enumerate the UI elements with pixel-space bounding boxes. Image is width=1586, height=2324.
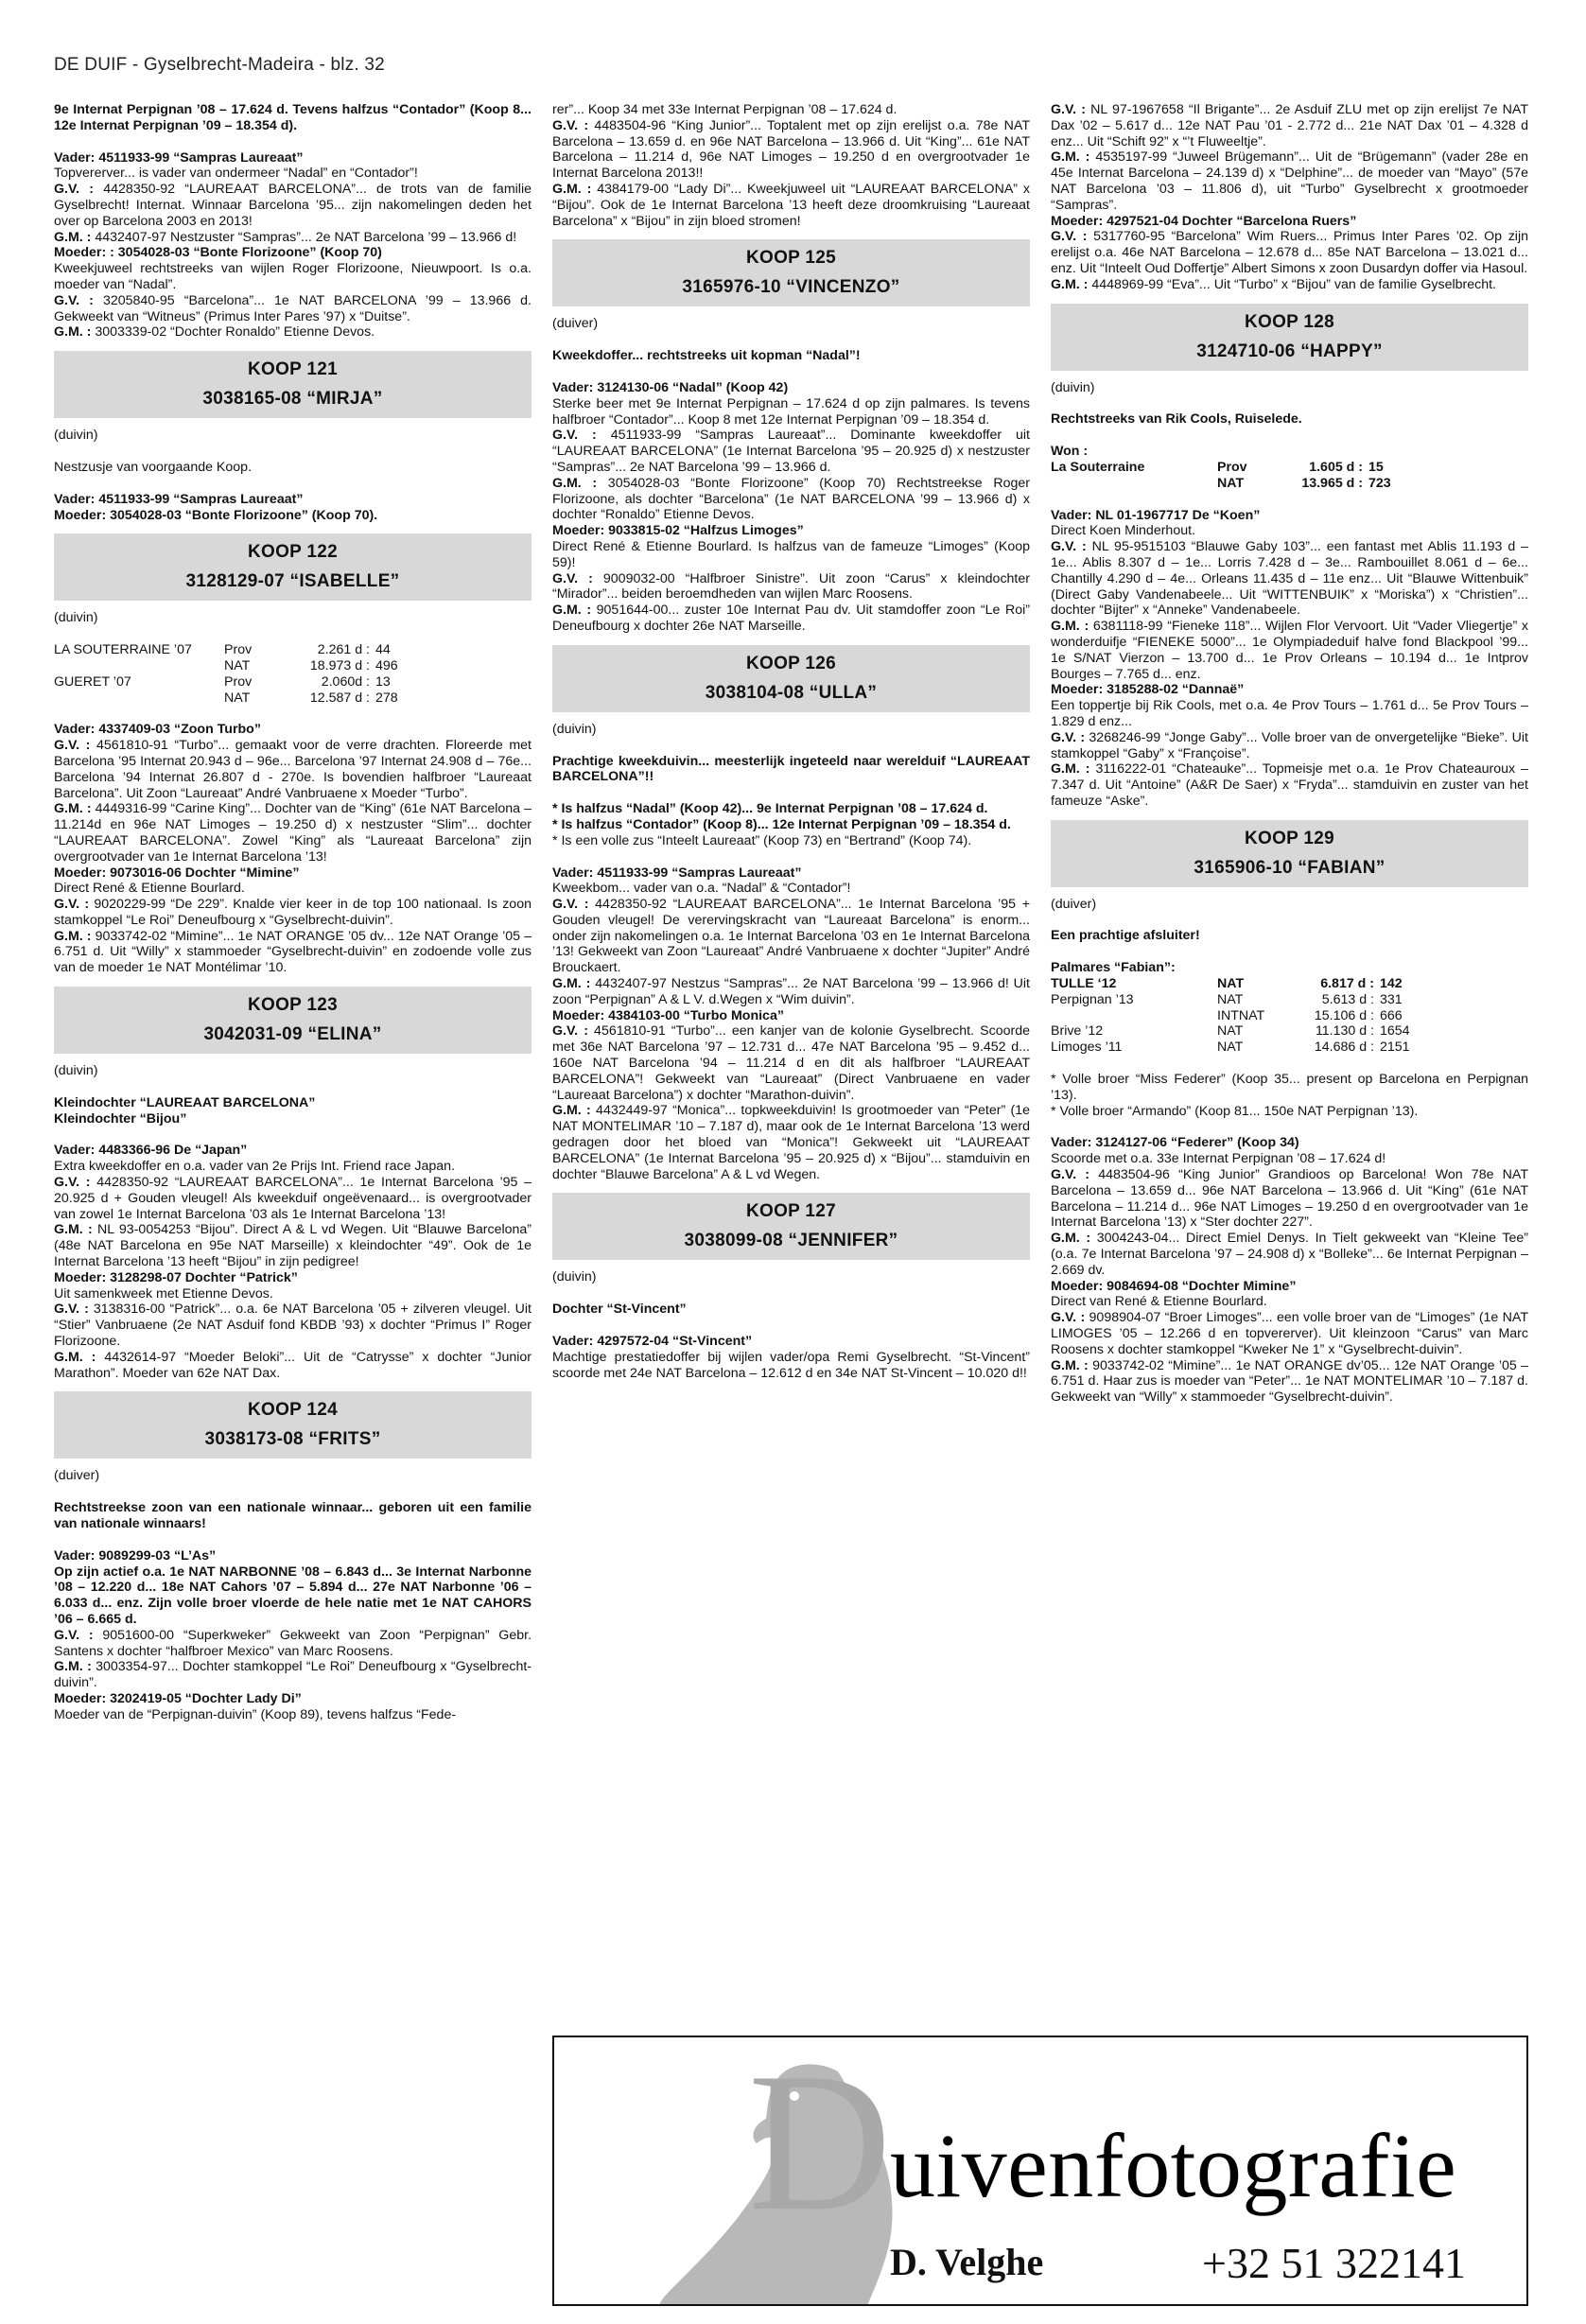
results-table	[1051, 976, 1410, 1056]
sex-label: (duivin)	[552, 721, 597, 737]
mother-text: Direct René & Etienne Bourlard.	[54, 881, 245, 897]
sibling-note: * Volle broer “Miss Federer” (Koop 35... present op Barcelona en Perpignan ’13).	[1051, 1072, 1528, 1103]
results-row: Brive ’12 NAT 11.130 d : 1654	[1051, 1023, 1410, 1040]
mother-text: Uit samenkweek met Etienne Devos.	[54, 1285, 273, 1302]
father-heading: Vader: 9089299-03 “L’As”	[54, 1547, 217, 1564]
koop-122-banner: KOOP 122 3128129-07 “ISABELLE”	[54, 533, 532, 601]
mother-heading: Moeder: 9033815-02 “Halfzus Limoges”	[552, 523, 804, 539]
father-heading: Vader: 3124130-06 “Nadal” (Koop 42)	[552, 379, 789, 395]
grandmother-line: G.M. : 4432407-97 Nestzus “Sampras”... 2e NAT Barcelona ’99 – 13.966 d! Uit zoon “Perpignan” A & L V. d.Wegen x “Wim duivin”.	[552, 976, 1030, 1007]
grandmother-line: G.M. : 4432407-97 Nestzuster “Sampras”... 2e NAT Barcelona ’99 – 13.966 d!	[54, 229, 517, 245]
father-palmares: Op zijn actief o.a. 1e NAT NARBONNE ’08 – 6.843 d... 3e Internat Narbonne ’08 – 12.220 d... 18e NAT Cahors ’07 – 5.894 d... 27e NAT Narbonne ’06 – 6.033 d... enz. Zijn volle broer vloerde de hele natie met 1e NAT CAHORS ’06 – 6.665 d.	[54, 1564, 532, 1627]
sex-label: (duivin)	[1051, 379, 1095, 395]
grandmother-line: G.M. : 4535197-99 “Juweel Brügemann”... Uit de “Brügemann” (vader 28e en 45e Internat Barcelona – 24.139 d) x “Delphine”... de moeder van “Mayo” (57e NAT Barcelona ’03 – 11.806 d), uit “Turbo” Gyselbrecht x grootmoeder “Sampras”.	[1051, 149, 1528, 213]
lot-tagline: Dochter “St-Vincent”	[552, 1302, 687, 1318]
grandmother-line: G.M. : 9033742-02 “Mimine”... 1e NAT ORANGE dv’05... 12e NAT Orange ’05 – 6.751 d. Haar zus is moeder van “Peter”... 1e NAT MONTELIMAR ’10 – 7.187 d. Gekweekt van “Willy” x stammoeder “Gyselbrecht-duivin”.	[1051, 1357, 1528, 1406]
grandmother-line: G.M. : NL 93-0054253 “Bijou”. Direct A & L vd Wegen. Uit “Blauwe Barcelona” (48e NAT Barcelona en 95e NAT Marseille) x kleindochter “49”. Ook de 1e Internat Barcelona ’13 heeft “Bijou” in zijn pedigree!	[54, 1222, 532, 1270]
grandfather-line: G.V. : NL 97-1967658 “Il Brigante”... 2e Asduif ZLU met op zijn erelijst 7e NAT Dax ’02 – 5.617 d... 12e NAT Pau ’01 - 2.772 d... 21e NAT Dax ’01 – 4.328 d enz... Uit “Schift 92” x “’t Fluweeltje”.	[1051, 102, 1528, 149]
results-row: NAT 12.587 d : 278	[224, 690, 398, 706]
mother-heading: Moeder: 4384103-00 “Turbo Monica”	[552, 1007, 784, 1023]
sibling-note: * Is halfzus “Nadal” (Koop 42)... 9e Internat Perpignan ’08 – 17.624 d.	[552, 801, 988, 817]
koop-127-banner: KOOP 127 3038099-08 “JENNIFER”	[552, 1193, 1030, 1260]
d-initial: D	[748, 2036, 892, 2252]
lot-tagline: Kleindochter “LAUREAAT BARCELONA”	[54, 1094, 316, 1110]
results-row: GUERET ’07 Prov 2.060d : 13	[54, 673, 391, 690]
results-table	[54, 642, 398, 706]
grandfather-line: G.V. : 4483504-96 “King Junior”... Toptalent met op zijn erelijst o.a. 78e NAT Barcelona – 13.659 d. en 96e NAT Barcelona – 13.966 d. Uit “King”... 61e NAT Barcelona – 11.214 d, 96e NAT Limoges – 19.250 d en overgrootvader 1e Internat Barcelona 2013!!	[552, 117, 1030, 182]
results-row: Limoges ’11 NAT 14.686 d : 2151	[1051, 1040, 1410, 1056]
sex-label: (duivin)	[54, 1063, 98, 1079]
grandmother-line: G.M. : 4384179-00 “Lady Di”... Kweekjuweel uit “LAUREAAT BARCELONA” x “Bijou”. Ook de 1e Internat Barcelona ’13 heeft deze droomkruising “Laureaat Barcelona” x “Bijou” in zijn bloed stromen!	[552, 181, 1030, 229]
sex-label: (duivin)	[54, 428, 98, 444]
grandmother-line: G.M. : 3004243-04... Direct Emiel Denys. In Tielt gekweekt van “Kleine Tee” (o.a. 7e Internat Barcelona ’97 – 24.908 d) x “Bolleke”... 6e Internat Perpignan – 2.669 dv.	[1051, 1231, 1529, 1278]
grandfather-line: G.V. : 9051600-00 “Superkweker” Gekweekt van Zoon “Perpignan” Gebr. Santens x dochter “halfbroer Mexico” van Marc Roosens.	[54, 1627, 532, 1659]
sibling-note: * Is halfzus “Contador” (Koop 8)... 12e Internat Perpignan ’09 – 18.354 d.	[552, 816, 1011, 832]
results-row: La Souterraine Prov 1.605 d : 15	[1051, 459, 1384, 475]
koop-125-banner: KOOP 125 3165976-10 “VINCENZO”	[552, 239, 1030, 306]
sibling-note: * Volle broer “Armando” (Koop 81... 150e NAT Perpignan ’13).	[1051, 1103, 1419, 1119]
results-row: TULLE ‘12 NAT 6.817 d : 142	[1051, 976, 1403, 992]
grandmother-line: G.M. : 4449316-99 “Carine King”... Dochter van de “King” (61e NAT Barcelona – 11.214d en 96e NAT Limoges – 19.250 d) x nestzuster “Slim”... dochter “LAUREAAT BARCELONA”. Zowel “King” als “Laureaat Barcelona” zijn overgrootvader van 1e Internat Barcelona ’13!	[54, 801, 532, 865]
grandmother-line: G.M. : 6381118-99 “Fieneke 118”... Wijlen Flor Vervoort. Uit “Vader Vliegertje” x wonderduifje “FIENEKE 5000”... 1e Olympiadeduif halve fond Blackpool ’99... 1e S/NAT Vierzon – 13.700 d... 1e Prov Orleans – 10.194 d... 1e Intprov Bourges – 7.765 d... enz.	[1051, 619, 1529, 682]
grandfather-line: G.V. : 9009032-00 “Halfbroer Sinistre”. Uit zoon “Carus” x kleindochter “Mirador”... beiden beroemdheden van wijlen Marc Roosens.	[552, 570, 1030, 603]
mother-text: Direct René & Etienne Bourlard. Is halfzus van de fameuze “Limoges” (Koop 59)!	[552, 538, 1030, 570]
koop-124-banner: KOOP 124 3038173-08 “FRITS”	[54, 1391, 532, 1459]
grandfather-line: G.V. : 9020229-99 “De 229”. Knalde vier keer in de top 100 nationaal. Is zoon stamkoppel “Le Roi” Deneufbourg x “Gyselbrecht-duivin”.	[54, 897, 532, 928]
mother-heading: Moeder: 4297521-04 Dochter “Barcelona Ruers”	[1051, 213, 1357, 229]
results-row: INTNAT 15.106 d : 666	[1217, 1007, 1403, 1023]
sex-label: (duiver)	[54, 1468, 100, 1484]
palmares-heading: Palmares “Fabian”:	[1051, 960, 1176, 976]
grandmother-line: G.M. : 4448969-99 “Eva”... Uit “Turbo” x “Bijou” van de familie Gyselbrecht.	[1051, 276, 1496, 292]
continued-text: rer”... Koop 34 met 33e Internat Perpignan ’08 – 17.624 d.	[552, 102, 898, 117]
sex-label: (duivin)	[54, 610, 98, 626]
ad-name: D. Velghe	[890, 2241, 1044, 2283]
grandfather-line: G.V. : 4483504-96 “King Junior” Grandioos op Barcelona! Won 78e NAT Barcelona – 13.659 d... 96e NAT Barcelona – 13.966 d. Uit “King” (61e NAT Barcelona – 11.214 d... 96e NAT Limoges – 19.250 d en overgrootvader van 1e Internat Barcelona ’13) x “Ster dochter 227”.	[1051, 1167, 1528, 1231]
koop-126-banner: KOOP 126 3038104-08 “ULLA”	[552, 645, 1030, 712]
father-heading: Vader: 4337409-03 “Zoon Turbo”	[54, 722, 261, 738]
grandmother-line: G.M. : 4432449-97 “Monica”... topkweekduivin! Is grootmoeder van “Peter” (1e NAT MONTELIMAR ’10 – 7.187 d), maar ook de 1e Internat Barcelona ’13 werd gedragen door het bloed van “Monica”! Gekweekt uit “LAUREAAT BARCELONA” (1e Internat Barcelona ’95 – 20.925 d) x “Bijou”... stamduivin en dochter “Blauwe Barcelona” A & L vd Wegen.	[552, 1103, 1031, 1182]
column-3	[1051, 102, 1528, 1406]
intro-text: 9e Internat Perpignan ’08 – 17.624 d. Tevens halfzus “Contador” (Koop 8... 12e Internat Perpignan ’09 – 18.354 d).	[54, 102, 532, 133]
column-1	[54, 102, 532, 1723]
grandfather-line: G.V. : 4428350-92 “LAUREAAT BARCELONA”... de trots van de familie Gyselbrecht! Internat. Winnaar Barcelona ’95... zijn nakomelingen deden het over op Barcelona 2003 en 2013!	[54, 182, 532, 229]
ad-phone: +32 51 322141	[1202, 2239, 1466, 2287]
koop-123-banner: KOOP 123 3042031-09 “ELINA”	[54, 987, 532, 1054]
grandfather-line: G.V. : 3138316-00 “Patrick”... o.a. 6e NAT Barcelona ’05 + zilveren vleugel. Uit “Stier” Vanbruaene (2e NAT Asduif fond KBDB ’93) x dochter “Primus I” Roger Florizoone.	[54, 1302, 532, 1350]
ad-title: uivenfotografie	[890, 2115, 1457, 2216]
father-text: Machtige prestatiedoffer bij wijlen vader/opa Remi Gyselbrecht. “St-Vincent” scoorde met 24e NAT Barcelona – 12.612 d en 34e NAT St-Vincent – 10.020 d!!	[552, 1349, 1030, 1381]
grandmother-line: G.M. : 9051644-00... zuster 10e Internat Pau dv. Uit stamdoffer zoon “Le Roi” Deneufbourg x dochter 26e NAT Marseille.	[552, 603, 1030, 634]
mother-heading: Moeder: 3054028-03 “Bonte Florizoone” (Koop 70).	[54, 507, 378, 523]
father-text: Extra kweekdoffer en o.a. vader van 2e Prijs Int. Friend race Japan.	[54, 1159, 456, 1175]
lot-tagline: Rechtstreeks van Rik Cools, Ruiselede.	[1051, 411, 1302, 428]
results-row: NAT 18.973 d : 496	[224, 657, 398, 673]
father-heading: Vader: NL 01-1967717 De “Koen”	[1051, 507, 1261, 523]
grandmother-line: G.M. : 3003339-02 “Dochter Ronaldo” Etienne Devos.	[54, 324, 375, 341]
grandfather-line: G.V. : 4561810-91 “Turbo”... gemaakt voor de verre drachten. Floreerde met Barcelona ’95 Internat 20.943 d – 96e... Barcelona ’97 Internat 24.908 d – 76e... Barcelona ’94 Internat 26.807 d - 270e. Is bovendien halfbroer “Laureaat Barcelona”. Uit Zoon “Laureaat” André Vanbruaene x Moeder “Turbo”.	[54, 738, 532, 801]
mother-text: Moeder van de “Perpignan-duivin” (Koop 89), tevens halfzus “Fede-	[54, 1706, 457, 1722]
father-text: Scoorde met o.a. 33e Internat Perpignan ’08 – 17.624 d!	[1051, 1151, 1386, 1167]
lot-tagline: Kleindochter “Bijou”	[54, 1110, 187, 1127]
results-row: LA SOUTERRAINE ’07 Prov 2.261 d : 44	[54, 642, 391, 658]
father-text: Direct Koen Minderhout.	[1051, 523, 1195, 539]
grandfather-line: G.V. : 4428350-92 “LAUREAAT BARCELONA”... 1e Internat Barcelona ’95 – 20.925 d + Gouden vleugel! Als kweekduif ongeëvenaard... is overgrootvader van zowel 1e Internat Barcelona ’03 als 1e Internat Barcelona ’13!	[54, 1175, 532, 1222]
grandfather-line: G.V. : 4561810-91 “Turbo”... een kanjer van de kolonie Gyselbrecht. Scoorde met 36e NAT Barcelona ’97 – 12.731 d... 47e NAT Barcelona ’95 – 9.452 d... 160e NAT Barcelona ’94 – 11.214 d en dit als halfbroer “LAUREAAT BARCELONA”! Gekweekt van “Laureaat” (Direct Vanbruaene en vader “Laureaat Barcelona”) x dochter “Marathon-duivin”.	[552, 1023, 1031, 1103]
mother-text: Kweekjuweel rechtstreeks van wijlen Roger Florizoone, Nieuwpoort. Is o.a. moeder van “Nadal”.	[54, 261, 532, 292]
grandfather-line: G.V. : 5317760-95 “Barcelona” Wim Ruers... Primus Inter Pares ’02. Op zijn erelijst o.a. 46e NAT Barcelona – 12.678 d... 85e NAT Barcelona – 13.021 d... enz. Uit “Inteelt Oud Doffertje” Albert Simons x zoon Dusardyn doffer via Hasoul.	[1051, 229, 1529, 276]
mother-heading: Moeder: 3202419-05 “Dochter Lady Di”	[54, 1690, 302, 1706]
father-text: Sterke beer met 9e Internat Perpignan – 17.624 d op zijn palmares. Is tevens halfbroer “Contador”... Koop 8 met 12e Internat Perpignan ’09 – 18.354 d.	[552, 395, 1030, 428]
sex-label: (duiver)	[552, 316, 599, 332]
grandfather-line: G.V. : 3205840-95 “Barcelona”... 1e NAT BARCELONA ’99 – 13.966 d. Gekweekt van “Witneus” (Primus Inter Pares ’97) x “Duitse”.	[54, 292, 532, 324]
mother-heading: Moeder: 3128298-07 Dochter “Patrick”	[54, 1269, 298, 1285]
grandfather-line: G.V. : NL 95-9515103 “Blauwe Gaby 103”... een fantast met Ablis 11.193 d – 1e... Ablis 8.307 d – 1e... Lorris 7.428 d – 3e... Rambouillet 8.061 d – 6e... Chantilly 4.290 d – 4e... Orleans 11.435 d – 11e enz... Uit “Blauwe Wittenbuik” (Direct Gaby Vandenabeele... Uit “WITTENBUIK” x “Moriska”) x “Christien”... dochter “Bijter” x “Anneke” Vandenabeele.	[1051, 539, 1528, 619]
sex-label: (duivin)	[552, 1269, 597, 1285]
grandmother-line: G.M. : 3116222-01 “Chateauke”... Topmeisje met o.a. 1e Prov Chateauroux – 7.347 d. Uit “Antoine” (A&R De Saer) x “Fryda”... stamduivin en zuster van het fameuze “Aske”.	[1051, 761, 1529, 809]
father-heading: Vader: 4511933-99 “Sampras Laureaat”	[54, 491, 304, 507]
mother-heading: Moeder: : 3054028-03 “Bonte Florizoone” (Koop 70)	[54, 245, 382, 261]
father-heading: Vader: 4511933-99 “Sampras Laureaat”	[54, 149, 304, 166]
grandmother-line: G.M. : 3054028-03 “Bonte Florizoone” (Koop 70) Rechtstreekse Roger Florizoone, als dochter “Barcelona” (1e NAT BARCELONA ’99 – 13.966 d) x dochter “Ronaldo” Etienne Devos.	[552, 475, 1030, 523]
mother-text: Direct van René & Etienne Bourlard.	[1051, 1294, 1267, 1310]
column-2	[552, 102, 1030, 1381]
koop-129-banner: KOOP 129 3165906-10 “FABIAN”	[1051, 820, 1528, 887]
mother-heading: Moeder: 3185288-02 “Dannaë”	[1051, 682, 1245, 698]
won-label: Won :	[1051, 444, 1089, 460]
grandfather-line: G.V. : 9098904-07 “Broer Limoges”... een volle broer van de “Limoges” (1e NAT LIMOGES ’05 – 12.266 d en topvererver). Uit kleinzoon “Carus” van Marc Roosens x dochter stamkoppel “Kweker Ne 1” x “Gyselbrecht-duivin”.	[1051, 1310, 1529, 1357]
lot-tagline: Een prachtige afsluiter!	[1051, 928, 1200, 944]
lot-tagline: Prachtige kweekduivin... meesterlijk ingeteeld naar werelduif “LAUREAAT BARCELONA”!!	[552, 753, 1030, 785]
grandfather-line: G.V. : 3268246-99 “Jonge Gaby”... Volle broer van de onvergetelijke “Bieke”. Uit stamkoppel “Gaby” x “Françoise”.	[1051, 729, 1528, 761]
page-header: DE DUIF - Gyselbrecht-Madeira - blz. 32	[54, 55, 385, 75]
koop-128-banner: KOOP 128 3124710-06 “HAPPY”	[1051, 304, 1528, 371]
father-heading: Vader: 4297572-04 “St-Vincent”	[552, 1334, 753, 1350]
results-table	[1051, 460, 1391, 492]
father-heading: Vader: 4483366-96 De “Japan”	[54, 1143, 248, 1159]
sibling-note: * Is een volle zus “Inteelt Laureaat” (Koop 73) en “Bertrand” (Koop 74).	[552, 832, 972, 848]
father-text: Topvererver... is vader van ondermeer “Nadal” en “Contador”!	[54, 166, 418, 182]
lot-description: Nestzusje van voorgaande Koop.	[54, 459, 253, 475]
father-heading: Vader: 4511933-99 “Sampras Laureaat”	[552, 865, 802, 881]
father-text: Kweekbom... vader van o.a. “Nadal” & “Contador”!	[552, 881, 851, 897]
grandmother-line: G.M. : 3003354-97... Dochter stamkoppel “Le Roi” Deneufbourg x “Gyselbrecht-duivin”.	[54, 1659, 532, 1691]
grandfather-line: G.V. : 4511933-99 “Sampras Laureaat”... Dominante kweekdoffer uit “LAUREAAT BARCELONA” (1e Internat Barcelona ’95 – 20.925 d) x nestzuster “Sampras”... 2e NAT Barcelona ’99 – 13.966 d.	[552, 428, 1030, 475]
grandmother-line: G.M. : 4432614-97 “Moeder Beloki”... Uit de “Catrysse” x dochter “Junior Marathon”. Moeder van 62e NAT Dax.	[54, 1349, 532, 1381]
grandfather-line: G.V. : 4428350-92 “LAUREAAT BARCELONA”... 1e Internat Barcelona ’95 + Gouden vleugel! De verervingskracht van “Laureaat Barcelona” is enorm... onder zijn nakomelingen o.a. 1e Internat Barcelona ’03 en 1e Internat Barcelona ’13! Gekweekt van Zoon “Laureaat” André Vanbruaene x dochter “Jupiter” André Brouckaert.	[552, 897, 1030, 976]
father-heading: Vader: 3124127-06 “Federer” (Koop 34)	[1051, 1135, 1299, 1151]
mother-text: Een toppertje bij Rik Cools, met o.a. 4e Prov Tours – 1.761 d... 5e Prov Tours – 1.829 d enz...	[1051, 698, 1528, 729]
advertisement-box	[552, 2036, 1528, 2306]
mother-heading: Moeder: 9084694-08 “Dochter Mimine”	[1051, 1278, 1297, 1294]
results-row: NAT 13.965 d : 723	[1217, 475, 1391, 491]
koop-121-banner: KOOP 121 3038165-08 “MIRJA”	[54, 351, 532, 418]
lot-tagline: Rechtstreekse zoon van een nationale winnaar... geboren uit een familie van nationale winnaars!	[54, 1500, 532, 1532]
grandmother-line: G.M. : 9033742-02 “Mimine”... 1e NAT ORANGE ’05 dv... 12e NAT Orange ’05 – 6.751 d. Uit “Willy” x stammoeder “Gyselbrecht-duivin” en zodoende volle zus van de moeder 1e NAT Montélimar ’10.	[54, 928, 532, 976]
mother-heading: Moeder: 9073016-06 Dochter “Mimine”	[54, 865, 300, 881]
sex-label: (duiver)	[1051, 896, 1097, 912]
results-row: Perpignan ’13 NAT 5.613 d : 331	[1051, 991, 1403, 1007]
lot-tagline: Kweekdoffer... rechtstreeks uit kopman “Nadal”!	[552, 348, 861, 364]
